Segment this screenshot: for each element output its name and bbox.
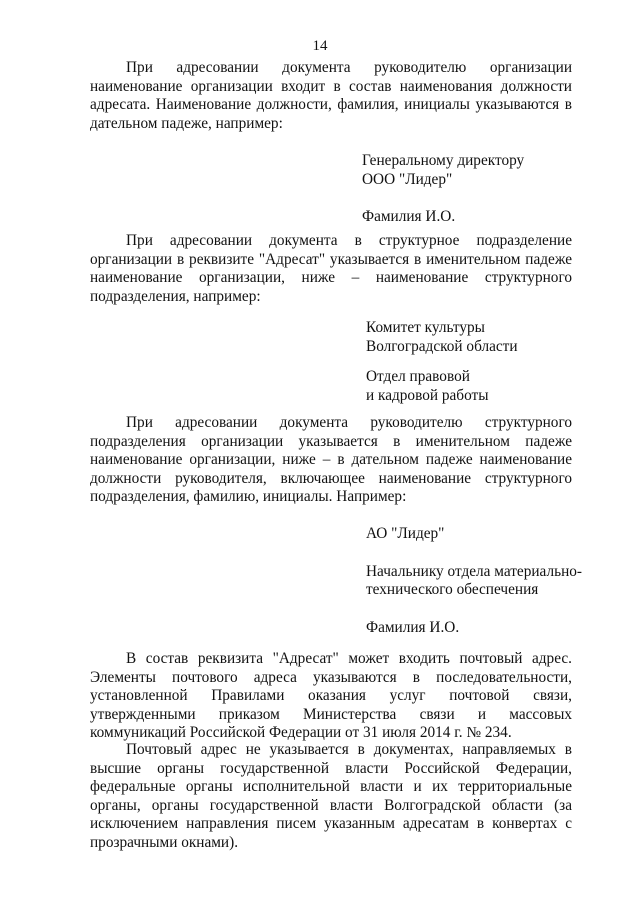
paragraph-addressing-department: При адресовании документа в структурное подразделение организации в реквизите "Адресат" указывается в именительном падеже наименование организации, ниже – наименование структурного подразделения, например: [90,232,572,305]
example-director [362,152,524,227]
example-line: Отдел правовой [366,368,470,386]
example-line: Волгоградской области [366,337,518,355]
example-line: и кадровой работы [366,386,489,404]
paragraph-addressing-dept-head: При адресовании документа руководителю структурного подразделения организации указывается в именительном падеже наименование организации, ниже – в дательном падеже наименование должности руководителя, включающее наименование структурного подразделения, фамилию, инициалы. Например: [90,414,572,506]
example-line: Фамилия И.О. [366,618,460,636]
example-line: Комитет культуры [366,319,485,336]
example-line: технического обеспечения [366,581,539,599]
example-line: АО "Лидер" [366,525,445,542]
example-line: Начальнику отдела материально- [366,562,583,580]
example-line: Фамилия И.О. [362,208,456,226]
paragraph-postal-address: В состав реквизита "Адресат" может входить почтовый адрес. Элементы почтового адреса указываются в последовательности, установленной Правилами оказания услуг почтовой связи, утвержденными приказом Министерства связи и массовых коммуникаций Российской Федерации от 31 июля 2014 г. № 234. [90,650,572,742]
paragraph-addressing-head: При адресовании документа руководителю организации наименование организации входит в состав наименования должности адресата. Наименование должности, фамилия, инициалы указываются в дательном падеже, например: [90,59,572,132]
example-line: Генеральному директору [362,152,525,169]
example-department [366,319,518,405]
page-number: 14 [312,38,328,54]
example-line: ООО "Лидер" [362,170,453,188]
example-dept-head [366,525,582,637]
paragraph-postal-exceptions: Почтовый адрес не указывается в документах, направляемых в высшие органы государственной власти Российской Федерации, федеральные органы исполнительной власти и их территориальные органы, органы государственной власти Волгоградской области (за исключением направления писем указанным адресатам в конвертах с прозрачными окнами). [90,741,572,851]
